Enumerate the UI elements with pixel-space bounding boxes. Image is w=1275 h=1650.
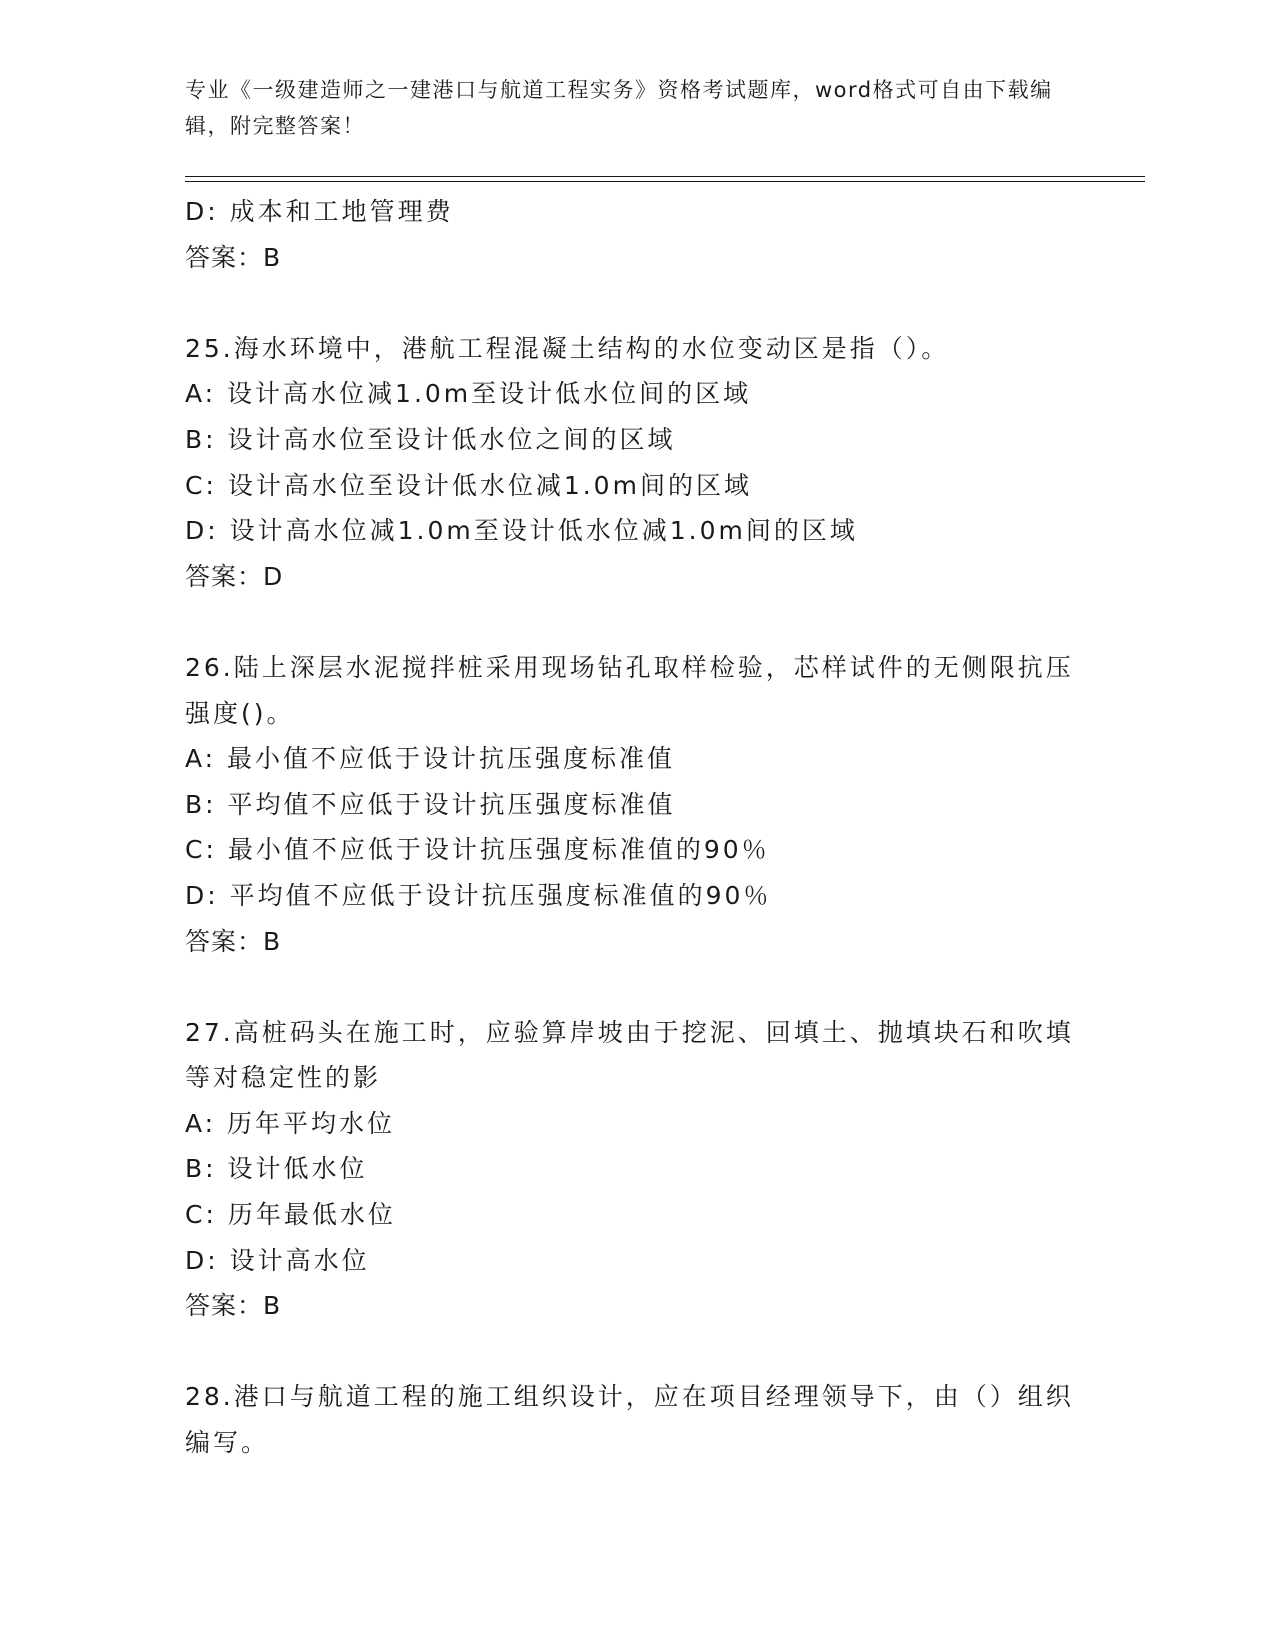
spacer — [185, 1329, 1085, 1375]
option-d: D: 成本和工地管理费 — [185, 197, 454, 226]
question-28-stem: 28.港口与航道工程的施工组织设计，应在项目经理领导下，由（）组织编写。 — [185, 1382, 1074, 1458]
question-27-option-d: D: 设计高水位 — [185, 1245, 370, 1275]
question-27-option-c: C: 历年最低水位 — [185, 1200, 396, 1230]
question-25-stem: 25.海水环境中，港航工程混凝土结构的水位变动区是指（）。 — [185, 333, 950, 363]
question-27-stem: 27.高桩码头在施工时，应验算岸坡由于挖泥、回填土、抛填块石和吹填等对稳定性的影 — [185, 1017, 1074, 1093]
header-divider-bottom — [185, 181, 1145, 182]
spacer — [185, 280, 1085, 326]
header-divider-top — [185, 176, 1145, 177]
question-26-option-b: B: 平均值不应低于设计抗压强度标准值 — [185, 789, 676, 819]
question-25-answer: 答案：D — [185, 561, 284, 591]
question-25-option-a: A: 设计高水位减1.0m至设计低水位间的区域 — [185, 379, 752, 409]
question-27-option-a: A: 历年平均水位 — [185, 1108, 396, 1138]
question-26-option-a: A: 最小值不应低于设计抗压强度标准值 — [185, 744, 676, 774]
question-26-answer: 答案：B — [185, 926, 282, 956]
question-content — [185, 189, 1085, 1466]
question-26-option-c: C: 最小值不应低于设计抗压强度标准值的90％ — [185, 835, 770, 865]
question-25-option-c: C: 设计高水位至设计低水位减1.0m间的区域 — [185, 470, 752, 500]
question-25-option-b: B: 设计高水位至设计低水位之间的区域 — [185, 424, 676, 454]
question-26-stem: 26.陆上深层水泥搅拌桩采用现场钻孔取样检验，芯样试件的无侧限抗压强度()。 — [185, 652, 1074, 728]
question-25-option-d: D: 设计高水位减1.0m至设计低水位减1.0m间的区域 — [185, 516, 858, 546]
spacer — [185, 964, 1085, 1010]
spacer — [185, 599, 1085, 645]
question-27-option-b: B: 设计低水位 — [185, 1154, 368, 1184]
question-26-option-d: D: 平均值不应低于设计抗压强度标准值的90％ — [185, 880, 772, 910]
question-27-answer: 答案：B — [185, 1291, 282, 1321]
answer-line: 答案：B — [185, 242, 282, 272]
document-header: 专业《一级建造师之一建港口与航道工程实务》资格考试题库，word格式可自由下载编辑，附完整答案！ — [185, 78, 1053, 138]
